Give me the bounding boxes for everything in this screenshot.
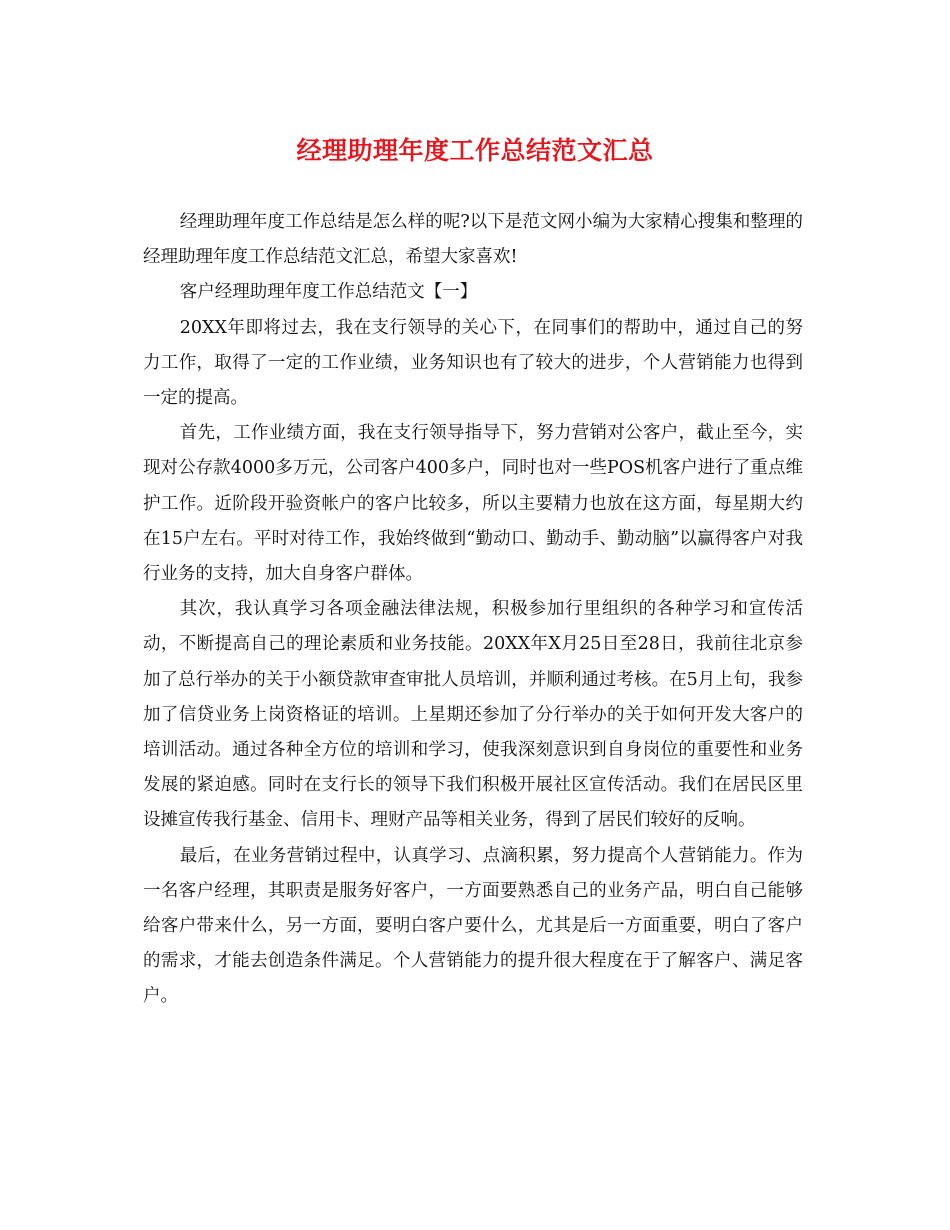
paragraph-last: 最后，在业务营销过程中，认真学习、点滴积累，努力提高个人营销能力。作为一名客户经理，其职责是服务好客户，一方面要熟悉自己的业务产品，明白自己能够给客户带来什么，另一方面，要明白客户要什么，尤其是后一方面重要，明白了客户的需求，才能去创造条件满足。个人营销能力的提升很大程度在于了解客户、满足客户。 [143,845,803,1007]
document-title: 经理助理年度工作总结范文汇总 [296,136,654,165]
section-heading: 客户经理助理年度工作总结范文【一】 [179,282,478,303]
paragraph-overview: 20XX年即将过去，我在支行领导的关心下，在同事们的帮助中，通过自己的努力工作，取得了一定的工作业绩，业务知识也有了较大的进步，个人营销能力也得到一定的提高。 [143,317,803,409]
paragraph-first: 首先，工作业绩方面，我在支行领导指导下，努力营销对公客户，截止至今，实现对公存款4000多万元，公司客户400多户，同时也对一些POS机客户进行了重点维护工作。近阶段开验资帐户的客户比较多，所以主要精力也放在这方面，每星期大约在15户左右。平时对待工作，我始终做到“勤动口、勤动手、勤动脑”以赢得客户对我行业务的支持，加大自身客户群体。 [143,423,803,585]
paragraph-second: 其次，我认真学习各项金融法律法规，积极参加行里组织的各种学习和宣传活动，不断提高自己的理论素质和业务技能。20XX年X月25日至28日，我前往北京参加了总行举办的关于小额贷款审查审批人员培训，并顺利通过考核。在5月上旬，我参加了信贷业务上岗资格证的培训。上星期还参加了分行举办的关于如何开发大客户的培训活动。通过各种全方位的培训和学习，使我深刻意识到自身岗位的重要性和业务发展的紧迫感。同时在支行长的领导下我们积极开展社区宣传活动。我们在居民区里设摊宣传我行基金、信用卡、理财产品等相关业务，得到了居民们较好的反响。 [143,599,803,831]
document-body [143,205,803,1015]
paragraph-intro: 经理助理年度工作总结是怎么样的呢?以下是范文网小编为大家精心搜集和整理的经理助理年度工作总结范文汇总，希望大家喜欢! [143,212,803,268]
